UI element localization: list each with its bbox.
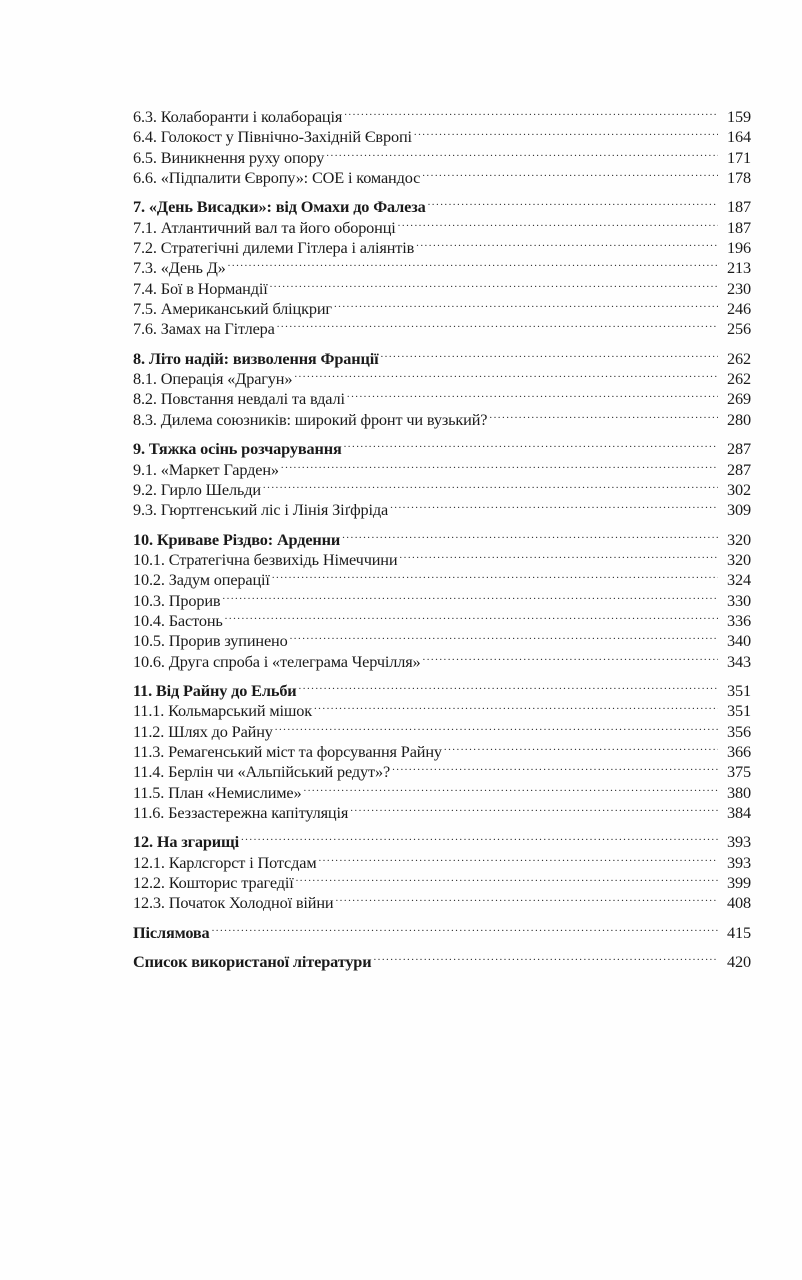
dot-leader: [398, 213, 718, 233]
toc-entry-page-number: 230: [727, 278, 751, 298]
dot-leader: [299, 676, 718, 696]
toc-entry-title: 9.1. «Маркет Гарден»: [133, 459, 279, 479]
toc-entry-title: 12.1. Карлсгорст і Потсдам: [133, 852, 317, 872]
toc-entry-title: 8. Літо надій: визволення Франції: [133, 348, 379, 368]
toc-entry-page-number: 399: [727, 873, 751, 893]
toc-section: [133, 434, 751, 520]
toc-entry-page-number: 269: [727, 389, 751, 409]
toc-chapter-entry: [133, 344, 751, 368]
dot-leader: [212, 918, 718, 938]
toc-entry-page-number: 320: [727, 549, 751, 569]
toc-entry-page-number: 324: [727, 570, 751, 590]
toc-entry-page-number: 380: [727, 782, 751, 802]
toc-entry-page-number: 159: [727, 107, 751, 126]
dot-leader: [428, 192, 718, 212]
toc-entry-page-number: 287: [727, 459, 751, 479]
toc-section: [133, 827, 751, 913]
toc-entry-title: 10.6. Друга спроба і «телеграма Черчілля»: [133, 651, 421, 671]
dot-leader: [344, 434, 718, 454]
dot-leader: [335, 888, 718, 908]
toc-entry-page-number: 187: [727, 197, 751, 217]
toc-entry-page-number: 309: [727, 500, 751, 520]
dot-leader: [281, 455, 718, 475]
toc-subsection-entry: [133, 626, 751, 651]
toc-section: [133, 102, 751, 188]
dot-leader: [489, 405, 718, 425]
dot-leader: [304, 778, 719, 798]
toc-entry-page-number: 302: [727, 479, 751, 499]
toc-entry-page-number: 408: [727, 893, 751, 913]
toc-subsection-entry: [133, 606, 751, 630]
toc-entry-title: 9.3. Гюртгенський ліс і Лінія Зіґфріда: [133, 500, 389, 520]
dot-leader: [294, 364, 718, 384]
toc-entry-page-number: 351: [727, 680, 751, 700]
dot-leader: [272, 565, 718, 585]
dot-leader: [380, 344, 718, 364]
toc-entry-page-number: 330: [727, 590, 751, 610]
toc-entry-title: 9.2. Гирло Шельди: [133, 479, 261, 499]
toc-entry-page-number: 356: [727, 721, 751, 741]
toc-entry-page-number: 287: [727, 439, 751, 459]
dot-leader: [392, 757, 718, 777]
dot-leader: [275, 717, 718, 737]
dot-leader: [444, 737, 718, 757]
toc-chapter-entry: [133, 434, 751, 459]
toc-entry-title: 11.5. План «Немислиме»: [133, 782, 302, 802]
toc-entry-title: 11.1. Кольмарський мішок: [133, 701, 312, 721]
dot-leader: [314, 696, 718, 716]
toc-entry-page-number: 320: [727, 529, 751, 549]
toc-entry-title: 6.5. Виникнення руху опору: [133, 147, 325, 167]
toc-entry-page-number: 415: [727, 922, 751, 942]
toc-entry-title: 12.2. Кошторис трагедії: [133, 873, 294, 893]
dot-leader: [241, 827, 718, 847]
toc-entry-title: 7.1. Атлантичний вал та його оборонці: [133, 217, 396, 237]
toc-entry-title: 6.3. Колаборанти і колаборація: [133, 107, 343, 126]
toc-entry-title: 6.4. Голокост у Північно-Західній Європі: [133, 127, 412, 147]
dot-leader: [290, 626, 718, 646]
toc-entry-page-number: 256: [727, 319, 751, 339]
dot-leader: [423, 647, 718, 667]
toc-entry-title: 11.4. Берлін чи «Альпійський редут»?: [133, 762, 391, 782]
toc-entry-title: 7.6. Замах на Гітлера: [133, 319, 275, 339]
toc-entry-page-number: 280: [727, 409, 751, 429]
toc-chapter-entry: [133, 947, 751, 972]
toc-entry-page-number: 262: [727, 348, 751, 368]
toc-entry-title: 9. Тяжка осінь розчарування: [133, 439, 342, 459]
toc-entry-title: 7.2. Стратегічні дилеми Гітлера і аліянтів: [133, 238, 415, 258]
toc-entry-page-number: 384: [727, 803, 751, 822]
toc-entry-page-number: 420: [727, 952, 751, 972]
toc-entry-page-number: 213: [727, 258, 751, 278]
toc-section: [133, 947, 751, 972]
toc-entry-title: 7. «День Висадки»: від Омахи до Фалеза: [133, 197, 426, 217]
dot-leader: [222, 586, 718, 606]
dot-leader: [344, 102, 718, 122]
toc-entry-page-number: 393: [727, 852, 751, 872]
toc-entry-title: 8.2. Повстання невдалі та вдалі: [133, 389, 345, 409]
toc-entry-page-number: 375: [727, 762, 751, 782]
toc-entry-title: 11.2. Шлях до Райну: [133, 721, 273, 741]
toc-section: [133, 192, 751, 339]
dot-leader: [334, 294, 718, 314]
toc-entry-title: 11. Від Райну до Ельби: [133, 680, 297, 700]
dot-leader: [342, 525, 718, 545]
toc-entry-title: 10.1. Стратегічна безвихідь Німеччини: [133, 549, 398, 569]
toc-section: [133, 676, 751, 822]
dot-leader: [347, 384, 718, 404]
toc-entry-title: 10.2. Задум операції: [133, 570, 270, 590]
toc-entry-title: 6.6. «Підпалити Європу»: СОЕ і командос: [133, 168, 421, 188]
toc-entry-page-number: 164: [727, 127, 751, 147]
toc-entry-page-number: 178: [727, 168, 751, 188]
toc-section: [133, 525, 751, 671]
toc-entry-title: Список використаної літератури: [133, 952, 372, 972]
toc-entry-page-number: 262: [727, 369, 751, 389]
dot-leader: [414, 122, 718, 142]
toc-section: [133, 918, 751, 942]
toc-entry-page-number: 171: [727, 147, 751, 167]
toc-entry-title: 8.1. Операція «Драгун»: [133, 369, 293, 389]
dot-leader: [422, 163, 718, 183]
toc-entry-title: 7.4. Бої в Нормандії: [133, 278, 268, 298]
toc-chapter-entry: [133, 525, 751, 549]
toc-entry-page-number: 366: [727, 741, 751, 761]
toc-entry-title: 10.5. Прорив зупинено: [133, 631, 288, 651]
toc-chapter-entry: [133, 192, 751, 217]
dot-leader: [416, 233, 718, 253]
toc-entry-page-number: 196: [727, 238, 751, 258]
toc-entry-page-number: 351: [727, 701, 751, 721]
toc-subsection-entry: [133, 586, 751, 610]
dot-leader: [350, 798, 718, 818]
toc-section: [133, 344, 751, 429]
toc-entry-title: 10.3. Прорив: [133, 590, 221, 610]
toc-entry-page-number: 187: [727, 217, 751, 237]
dot-leader: [228, 253, 718, 273]
toc-entry-page-number: 246: [727, 299, 751, 319]
dot-leader: [296, 868, 718, 888]
table-of-contents: [133, 102, 751, 976]
toc-entry-title: 10.4. Бастонь: [133, 610, 223, 630]
toc-entry-title: 7.5. Американський бліцкриг: [133, 299, 332, 319]
toc-entry-page-number: 343: [727, 651, 751, 671]
dot-leader: [270, 274, 718, 294]
dot-leader: [277, 314, 718, 334]
toc-entry-title: 8.3. Дилема союзників: широкий фронт чи вузький?: [133, 409, 488, 429]
toc-subsection-entry: [133, 102, 751, 126]
dot-leader: [225, 606, 718, 626]
toc-entry-page-number: 336: [727, 610, 751, 630]
toc-entry-title: 12.3. Початок Холодної війни: [133, 893, 334, 913]
toc-entry-page-number: 340: [727, 631, 751, 651]
dot-leader: [399, 545, 718, 565]
dot-leader: [390, 495, 718, 515]
dot-leader: [318, 848, 718, 868]
dot-leader: [326, 143, 718, 163]
toc-chapter-entry: [133, 827, 751, 852]
toc-entry-page-number: 393: [727, 832, 751, 852]
dot-leader: [373, 947, 718, 967]
dot-leader: [263, 475, 718, 495]
toc-entry-title: 7.3. «День Д»: [133, 258, 226, 278]
toc-entry-title: Післямова: [133, 922, 210, 942]
toc-chapter-entry: [133, 676, 751, 700]
toc-chapter-entry: [133, 918, 751, 942]
toc-entry-title: 12. На згарищі: [133, 832, 239, 852]
toc-entry-title: 11.3. Ремагенський міст та форсування Райну: [133, 741, 442, 761]
toc-entry-title: 10. Криваве Різдво: Арденни: [133, 529, 341, 549]
toc-entry-title: 11.6. Беззастережна капітуляція: [133, 803, 349, 822]
